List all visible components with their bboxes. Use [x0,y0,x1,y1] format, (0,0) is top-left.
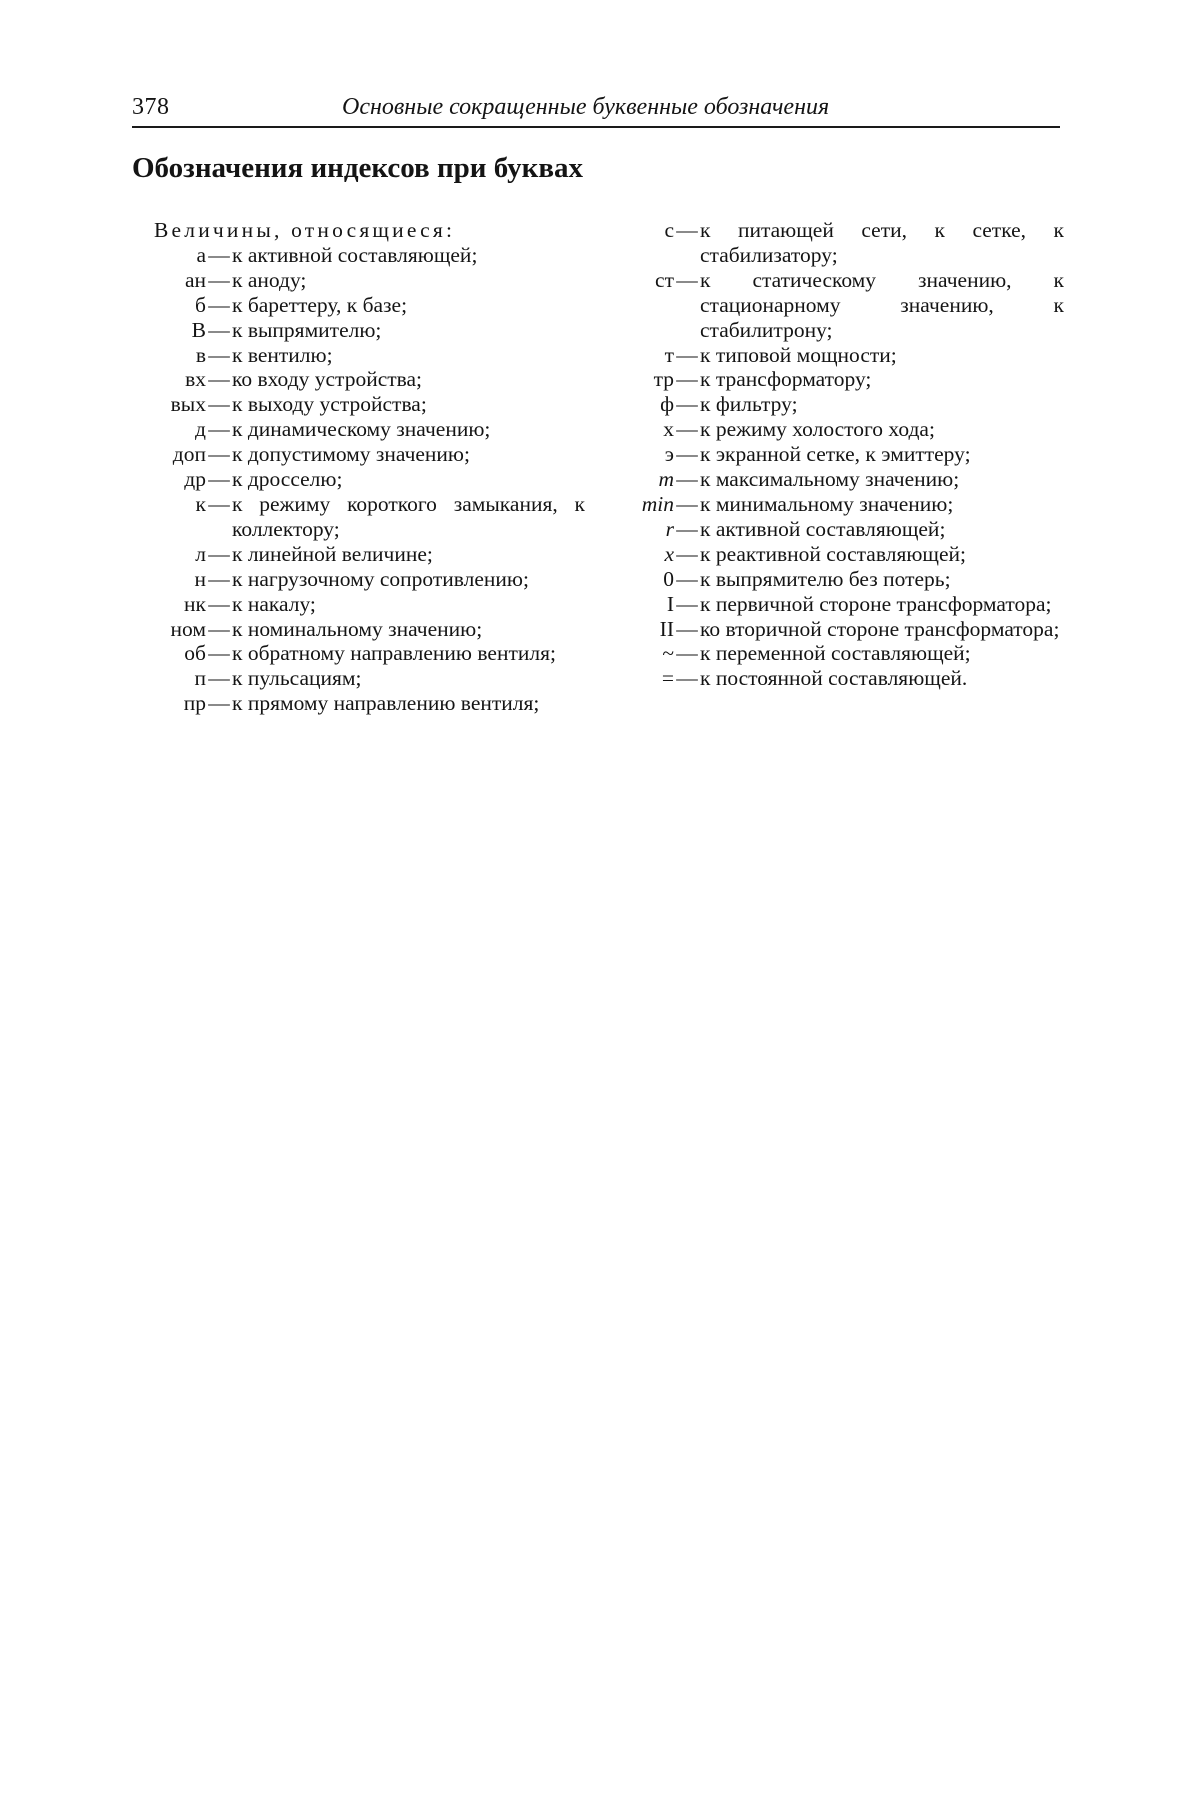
index-symbol: x [664,541,674,566]
index-symbol: m [658,467,674,492]
section-heading: Обозначения индексов при буквах [132,152,584,184]
index-symbol: б [195,292,206,317]
entry-dash: — [208,666,230,691]
index-symbol: с [664,218,674,242]
index-entry [132,417,585,442]
index-symbol: нк [184,591,206,616]
entry-dash: — [208,292,230,317]
index-definition: к первичной стороне трансформатора; [700,591,1052,616]
index-definition: к минимальному значению; [700,491,954,516]
index-definition: к типовой мощности; [700,342,897,367]
index-entry [132,392,585,417]
index-entry [612,592,1064,617]
index-symbol: вых [170,392,206,417]
entry-dash: — [208,566,230,591]
index-entry [132,343,585,368]
index-symbol: доп [172,442,206,467]
index-definition: к питающей сети, к сетке, к стабилизатору; [700,218,1064,267]
index-entry [612,542,1064,567]
running-title: Основные сокращенные буквенные обозначения [342,94,830,120]
entry-dash: — [676,342,698,367]
index-definition: к аноду; [232,267,307,292]
index-definition: к переменной составляющей; [700,641,971,666]
index-entry [612,218,1064,268]
index-symbol: н [194,566,206,591]
index-symbol: 0 [663,566,674,591]
entry-dash: — [208,392,230,417]
index-symbol: п [194,666,206,691]
index-symbol: тр [653,367,674,392]
index-entry [132,293,585,318]
index-definition: к выпрямителю без потерь; [700,566,951,591]
index-symbol: ф [660,392,674,417]
index-definition: к обратному направлению вентиля; [232,641,556,666]
entry-dash: — [208,467,230,492]
index-definition: ко вторичной стороне трансформатора; [700,616,1060,641]
index-definition: к пульсациям; [232,666,362,691]
index-entry [132,542,585,567]
right-entries [612,218,1064,691]
right-column [612,218,1064,691]
index-definition: к бареттеру, к базе; [232,292,408,317]
index-symbol: об [184,641,206,666]
index-entry [132,567,585,592]
index-symbol: а [196,242,206,267]
entry-dash: — [208,417,230,442]
entry-dash: — [676,491,698,516]
index-symbol: к [195,491,206,516]
index-entry [132,318,585,343]
index-entry [132,641,585,666]
index-symbol: э [664,442,674,467]
index-symbol: II [659,616,674,641]
entry-dash: — [676,392,698,417]
index-entry [612,367,1064,392]
entry-dash: — [676,218,698,242]
entry-dash: — [208,367,230,392]
index-symbol: т [664,342,674,367]
entry-dash: — [676,467,698,492]
index-definition: ко входу устройства; [232,367,423,392]
index-entry [612,567,1064,592]
entry-dash: — [676,641,698,666]
index-entry [612,467,1064,492]
index-definition: к режиму короткого замыкания, к коллектору; [232,491,585,541]
index-entry [612,666,1064,691]
index-entry [132,691,585,716]
index-definition: к номинальному значению; [232,616,483,641]
index-definition: к прямому направлению вентиля; [232,691,540,716]
index-definition: к накалу; [232,591,316,616]
index-definition: к нагрузочному сопротивлению; [232,566,529,591]
index-definition: к реактивной составляющей; [700,541,966,566]
entry-dash: — [208,691,230,716]
index-symbol: х [663,417,674,442]
index-entry [132,243,585,268]
index-definition: к выпрямителю; [232,317,382,342]
index-entry [132,367,585,392]
entry-dash: — [676,616,698,641]
index-definition: к трансформатору; [700,367,872,392]
entry-dash: — [208,442,230,467]
index-entry [612,517,1064,542]
index-definition: к экранной сетке, к эмиттеру; [700,442,971,467]
index-symbol: ан [184,267,206,292]
index-symbol: r [665,516,674,541]
index-definition: к линейной величине; [232,541,433,566]
index-symbol: ном [170,616,206,641]
entry-dash: — [676,267,698,292]
index-entry [132,442,585,467]
index-symbol: ст [655,267,674,292]
entry-dash: — [676,442,698,467]
index-definition: к выходу устройства; [232,392,427,417]
index-entry [132,592,585,617]
entry-dash: — [676,541,698,566]
index-entry [132,617,585,642]
index-definition: к вентилю; [232,342,333,367]
index-definition: к фильтру; [700,392,798,417]
index-entry [612,392,1064,417]
index-definition: к максимальному значению; [700,467,960,492]
index-entry [612,617,1064,642]
index-symbol: л [195,541,206,566]
index-symbol: I [666,591,674,616]
index-symbol: пр [183,691,206,716]
entry-dash: — [208,342,230,367]
entry-dash: — [208,491,230,516]
entry-dash: — [676,516,698,541]
index-definition: к допустимому значению; [232,442,470,467]
index-entry [612,268,1064,343]
index-symbol: ~ [662,641,674,666]
entry-dash: — [676,566,698,591]
index-definition: к постоянной составляющей. [700,666,968,691]
index-entry [132,492,585,542]
index-symbol: вх [185,367,206,392]
entry-dash: — [208,317,230,342]
index-definition: к статическому значению, к стационарному значению, к стабилитрону; [700,267,1064,342]
index-entry [132,268,585,293]
entry-dash: — [208,267,230,292]
left-entries [132,243,585,716]
index-definition: к активной составляющей; [232,242,478,267]
entry-dash: — [208,591,230,616]
index-definition: к активной составляющей; [700,516,946,541]
entry-dash: — [676,666,698,691]
intro-text: Величины, относящиеся: [154,218,456,242]
index-symbol: д [195,417,206,442]
entry-dash: — [676,417,698,442]
index-entry [132,467,585,492]
index-symbol: в [195,342,206,367]
index-entry [132,666,585,691]
index-symbol: = [661,666,674,691]
entry-dash: — [208,641,230,666]
index-definition: к режиму холостого хода; [700,417,935,442]
index-entry [612,343,1064,368]
index-entry [612,492,1064,517]
index-symbol: др [184,467,206,492]
index-entry [612,417,1064,442]
entry-dash: — [208,242,230,267]
page-number: 378 [132,94,170,120]
entry-dash: — [208,541,230,566]
index-definition: к дросселю; [232,467,343,492]
entry-dash: — [676,591,698,616]
index-symbol: min [641,491,674,516]
index-entry [612,442,1064,467]
entry-dash: — [208,616,230,641]
index-entry [612,641,1064,666]
index-symbol: В [191,317,206,342]
entry-dash: — [676,367,698,392]
running-head [132,90,1060,128]
index-definition: к динамическому значению; [232,417,491,442]
left-column [132,218,585,716]
